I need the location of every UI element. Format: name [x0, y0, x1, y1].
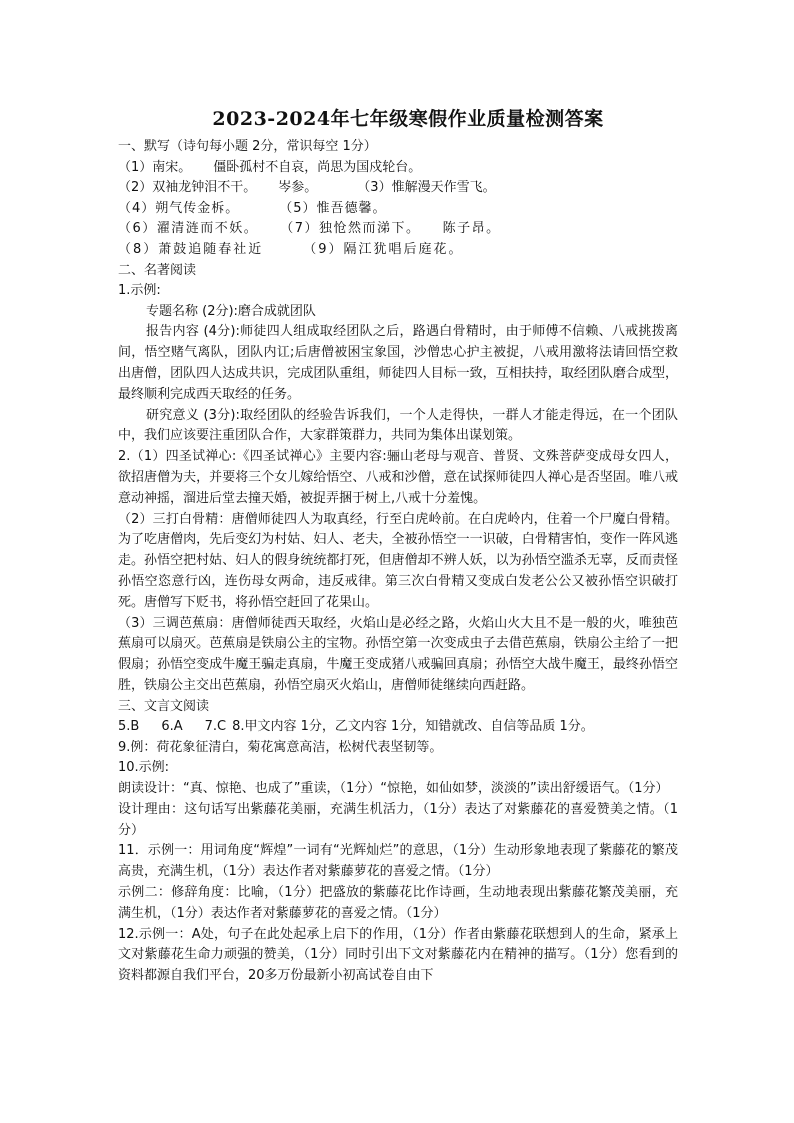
answer-line: （1）南宋。 僵卧孤村不自哀，尚思为国戍轮台。 [118, 159, 422, 175]
answer-paragraph: 11．示例一：用词角度“辉煌”一词有“光辉灿烂”的意思，（1分）生动形象地表现了紫藤花的繁茂高贵，充满生机，（1分）表达作者对紫藤萝花的喜爱之情。（1分） [118, 843, 678, 880]
answer-sheet [118, 104, 678, 987]
topic-name: 专题名称 (2分):磨合成就团队 [146, 303, 316, 319]
section-heading: 二、名著阅读 [118, 262, 197, 278]
answer-paragraph: 示例二：修辞角度：比喻，（1分）把盛放的紫藤花比作诗画，生动地表现出紫藤花繁茂美丽，充满生机，（1分）表达作者对紫藤萝花的喜爱之情。（1分） [118, 885, 678, 921]
research-meaning: 研究意义 (3分):取经团队的经验告诉我们，一个人走得快，一群人才能走得远，在一个团队中，我们应该要注重团队合作，大家群策群力，共同为集体出谋划策。 [118, 407, 678, 444]
section-heading: 一、默写（诗句每小题 2分，常识每空 1分） [118, 139, 377, 154]
choice-answers: 5.B 6.A 7.C 8.甲文内容 1分，乙文内容 1分，知错就改、自信等品质 1分。 [118, 719, 594, 735]
answer-line: （4）朔气传金柝。 （5）惟吾德馨。 [118, 200, 387, 216]
answer-paragraph: 2.（1）四圣试禅心:《四圣试禅心》主要内容:骊山老母与观音、普贤、文殊菩萨变成母女四人，欲招唐僧为夫，并要将三个女儿嫁给悟空、八戒和沙僧，意在试探师徒四人禅心是否坚固。唯八戒意动神摇，溜进后堂去撞天婚，被捉弄捆于树上,八戒十分羞愧。 [118, 449, 678, 506]
answer-line: （6）濯清涟而不妖。 （7）独怆然而涕下。 陈子昂。 [118, 221, 501, 237]
answer-line: （2）双袖龙钟泪不干。 岑参。 （3）惟解漫天作雪飞。 [118, 180, 496, 196]
question-number: 1.示例: [118, 283, 161, 299]
answer-paragraph: 设计理由：这句话写出紫藤花美丽，充满生机活力，（1分）表达了对紫藤花的喜爱赞美之情。（1分） [118, 801, 678, 838]
answer-line: （8）萧鼓追随春社近 （9）隔江犹唱后庭花。 [118, 241, 464, 257]
section-heading: 三、文言文阅读 [118, 698, 210, 714]
answer-paragraph: （3）三调芭蕉扇：唐僧师徒西天取经，火焰山是必经之路，火焰山火大且不是一般的火，唯独芭蕉扇可以扇灭。芭蕉扇是铁扇公主的宝物。孙悟空第一次变成虫子去借芭蕉扇，铁扇公主给了一把假扇；孙悟空变成牛魔王骗走真扇，牛魔王变成猪八戒骗回真扇；孙悟空大战牛魔王，最终孙悟空胜，铁扇公主交出芭蕉扇，孙悟空扇灭火焰山，唐僧师徒继续向西赶路。 [118, 615, 678, 693]
answer-paragraph: 朗读设计：“真、惊艳、也成了”重读，（1分）“惊艳，如仙如梦，淡淡的”读出舒缓语气。（1分） [118, 781, 669, 797]
answer-line: 9.例：荷花象征清白，菊花寓意高洁，松树代表坚韧等。 [118, 739, 443, 755]
report-content: 报告内容 (4分):师徒四人组成取经团队之后，路遇白骨精时，由于师傅不信赖、八戒挑拨离间，悟空赌气离队，团队内讧;后唐僧被困宝象国，沙僧忠心护主被捉，八戒用激将法请回悟空救 出唐僧，团队四人达成共识，完成团队重组，师徒四人目标一致，互相扶持，取经团队磨合成型，最终顺利完成西天取经的任务。 [118, 324, 678, 402]
question-number: 10.示例: [118, 760, 170, 776]
answer-paragraph: （2）三打白骨精：唐僧师徒四人为取真经，行至白虎岭前。在白虎岭内，住着一个尸魔白骨精。为了吃唐僧肉，先后变幻为村姑、妇人、老夫，全被孙悟空一一识破，白骨精害怕，变作一阵风逃走。孙悟空把村姑、妇人的假身统统都打死，但唐僧却不辨人妖，以为孙悟空滥杀无辜，反而责怪孙悟空恣意行凶，连伤母女两命，违反戒律。第三次白骨精又变成白发老公公又被孙悟空识破打死。唐僧写下贬书，将孙悟空赶回了花果山。 [118, 511, 678, 610]
answer-paragraph: 12.示例一：A处，句子在此处起承上启下的作用，（1分）作者由紫藤花联想到人的生命，紧承上文对紫藤花生命力顽强的赞美，（1分）同时引出下文对紫藤花内在精神的描写。（1分）您看到的资料都源自我们平台，20多万份最新小初高试卷自由下 [118, 926, 678, 984]
page-title: 2023-2024年七年级寒假作业质量检测答案 [212, 108, 604, 130]
